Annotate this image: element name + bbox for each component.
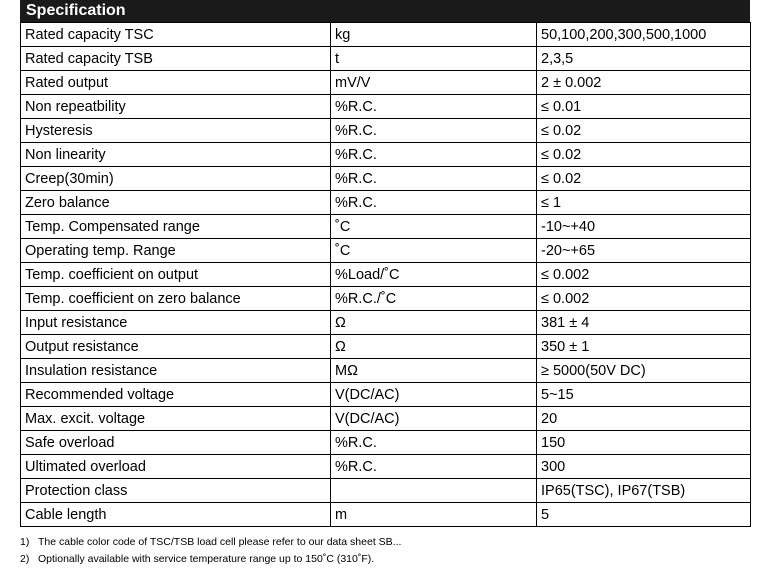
- parameter-name: Temp. Compensated range: [21, 215, 331, 239]
- parameter-value: ≤ 0.02: [537, 143, 751, 167]
- parameter-value: 2 ± 0.002: [537, 71, 751, 95]
- parameter-unit: ˚C: [331, 215, 537, 239]
- parameter-value: 5~15: [537, 383, 751, 407]
- parameter-unit: V(DC/AC): [331, 383, 537, 407]
- parameter-unit: %R.C.: [331, 167, 537, 191]
- parameter-name: Safe overload: [21, 431, 331, 455]
- table-row: [21, 311, 751, 335]
- section-title: Specification: [20, 0, 750, 22]
- parameter-unit: %R.C.: [331, 455, 537, 479]
- parameter-name: Ultimated overload: [21, 455, 331, 479]
- table-row: [21, 455, 751, 479]
- footnote: [20, 534, 401, 551]
- table-row: [21, 407, 751, 431]
- parameter-value: 50,100,200,300,500,1000: [537, 23, 751, 47]
- specification-section: [20, 0, 750, 527]
- parameter-name: Max. excit. voltage: [21, 407, 331, 431]
- parameter-name: Non repeatbility: [21, 95, 331, 119]
- parameter-unit: kg: [331, 23, 537, 47]
- table-row: [21, 215, 751, 239]
- parameter-unit: m: [331, 503, 537, 527]
- parameter-unit: ˚C: [331, 239, 537, 263]
- footnote: [20, 551, 401, 568]
- parameter-value: IP65(TSC), IP67(TSB): [537, 479, 751, 503]
- parameter-unit: Ω: [331, 311, 537, 335]
- parameter-value: 350 ± 1: [537, 335, 751, 359]
- parameter-value: 20: [537, 407, 751, 431]
- parameter-name: Recommended voltage: [21, 383, 331, 407]
- parameter-name: Insulation resistance: [21, 359, 331, 383]
- parameter-name: Temp. coefficient on zero balance: [21, 287, 331, 311]
- table-row: [21, 431, 751, 455]
- parameter-value: ≤ 0.02: [537, 119, 751, 143]
- parameter-value: -20~+65: [537, 239, 751, 263]
- parameter-value: ≤ 0.01: [537, 95, 751, 119]
- parameter-value: ≤ 1: [537, 191, 751, 215]
- parameter-unit: %R.C.: [331, 95, 537, 119]
- spec-table: [20, 22, 751, 527]
- table-row: [21, 503, 751, 527]
- table-row: [21, 263, 751, 287]
- parameter-value: ≤ 0.002: [537, 263, 751, 287]
- parameter-unit: %R.C.: [331, 119, 537, 143]
- table-row: [21, 71, 751, 95]
- parameter-unit: MΩ: [331, 359, 537, 383]
- parameter-unit: mV/V: [331, 71, 537, 95]
- table-row: [21, 335, 751, 359]
- parameter-value: ≤ 0.002: [537, 287, 751, 311]
- parameter-name: Protection class: [21, 479, 331, 503]
- table-row: [21, 239, 751, 263]
- parameter-value: 381 ± 4: [537, 311, 751, 335]
- parameter-value: 5: [537, 503, 751, 527]
- parameter-name: Rated capacity TSC: [21, 23, 331, 47]
- footnote-number: 1): [20, 536, 30, 548]
- table-row: [21, 287, 751, 311]
- table-row: [21, 23, 751, 47]
- parameter-name: Cable length: [21, 503, 331, 527]
- parameter-value: ≥ 5000(50V DC): [537, 359, 751, 383]
- parameter-name: Hysteresis: [21, 119, 331, 143]
- table-row: [21, 383, 751, 407]
- footnotes: [20, 534, 401, 568]
- parameter-value: 150: [537, 431, 751, 455]
- table-row: [21, 119, 751, 143]
- parameter-unit: t: [331, 47, 537, 71]
- parameter-value: -10~+40: [537, 215, 751, 239]
- parameter-unit: [331, 479, 537, 503]
- parameter-name: Rated capacity TSB: [21, 47, 331, 71]
- table-row: [21, 167, 751, 191]
- parameter-value: 300: [537, 455, 751, 479]
- parameter-unit: %R.C.: [331, 431, 537, 455]
- table-row: [21, 359, 751, 383]
- parameter-name: Rated output: [21, 71, 331, 95]
- parameter-value: 2,3,5: [537, 47, 751, 71]
- table-row: [21, 479, 751, 503]
- table-row: [21, 47, 751, 71]
- parameter-name: Creep(30min): [21, 167, 331, 191]
- parameter-name: Output resistance: [21, 335, 331, 359]
- parameter-name: Operating temp. Range: [21, 239, 331, 263]
- parameter-name: Zero balance: [21, 191, 331, 215]
- parameter-name: Temp. coefficient on output: [21, 263, 331, 287]
- parameter-unit: %Load/˚C: [331, 263, 537, 287]
- parameter-unit: V(DC/AC): [331, 407, 537, 431]
- footnote-number: 2): [20, 553, 30, 565]
- parameter-value: ≤ 0.02: [537, 167, 751, 191]
- table-row: [21, 95, 751, 119]
- footnote-text: The cable color code of TSC/TSB load cell please refer to our data sheet SB...: [38, 536, 402, 548]
- parameter-name: Input resistance: [21, 311, 331, 335]
- parameter-unit: %R.C.: [331, 143, 537, 167]
- table-row: [21, 191, 751, 215]
- footnote-text: Optionally available with service temperature range up to 150˚C (310˚F).: [38, 553, 375, 565]
- parameter-unit: %R.C.: [331, 191, 537, 215]
- table-row: [21, 143, 751, 167]
- parameter-name: Non linearity: [21, 143, 331, 167]
- parameter-unit: Ω: [331, 335, 537, 359]
- parameter-unit: %R.C./˚C: [331, 287, 537, 311]
